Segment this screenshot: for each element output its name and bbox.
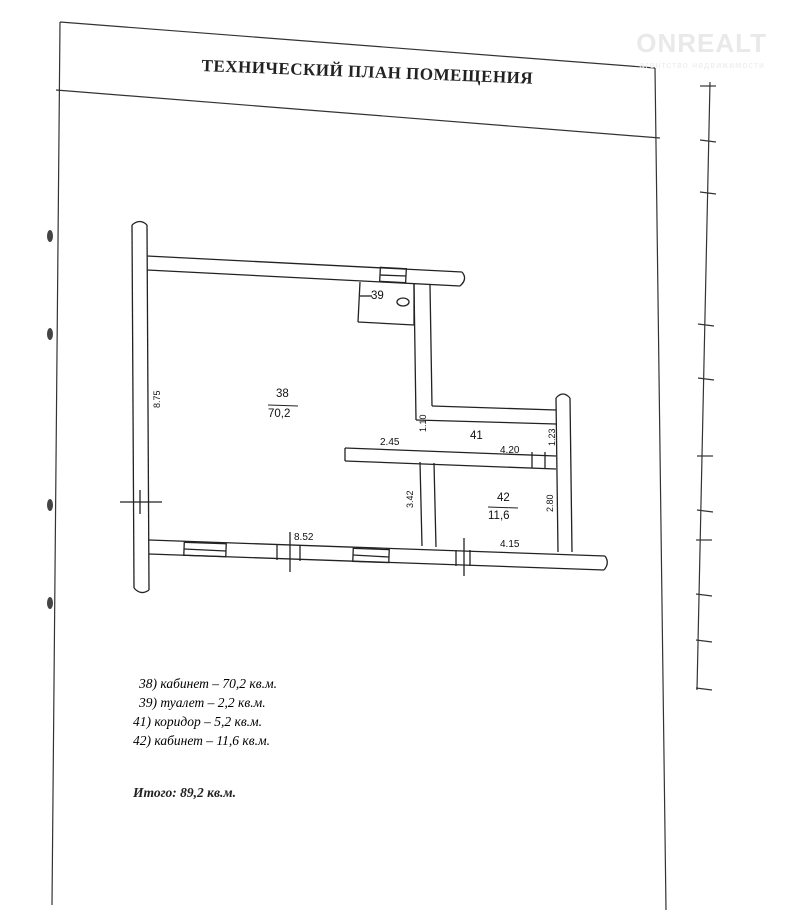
room-41-number: 41 — [470, 430, 483, 442]
binding-holes — [47, 230, 53, 609]
watermark-logo: ONREALT — [636, 28, 767, 58]
watermark-subtitle: агентство недвижимости — [639, 60, 765, 70]
walls — [120, 222, 607, 593]
dim-bottom-left: 8.52 — [294, 532, 314, 543]
room-legend — [133, 676, 277, 752]
dim-corridor-left: 1.10 — [418, 414, 428, 432]
room-39-number: 39 — [371, 290, 384, 302]
room38-divider — [268, 405, 298, 406]
room-38-area: 70,2 — [268, 408, 291, 420]
page-frame — [52, 22, 716, 910]
total-area: Итого: 89,2 кв.м. — [133, 785, 237, 800]
dim-room42-right: 2.80 — [545, 494, 555, 512]
document-title: ТЕХНИЧЕСКИЙ ПЛАН ПОМЕЩЕНИЯ — [201, 56, 534, 88]
legend-item: 39) туалет – 2,2 кв.м. — [139, 695, 266, 710]
legend-item: 38) кабинет – 70,2 кв.м. — [139, 676, 277, 691]
room42-divider — [488, 507, 518, 508]
dim-room42-left: 3.42 — [405, 490, 415, 508]
legend-item: 41) коридор – 5,2 кв.м. — [133, 714, 263, 729]
dim-corridor-length: 4.20 — [500, 445, 520, 456]
dim-left-height: 8.75 — [152, 390, 162, 408]
room-42-area: 11,6 — [488, 510, 510, 522]
room-42-number: 42 — [497, 492, 510, 504]
room-38-number: 38 — [276, 388, 289, 400]
dim-bottom-right: 4.15 — [500, 539, 520, 550]
dim-partition: 2.45 — [380, 437, 400, 448]
dim-corridor-right: 1.23 — [547, 428, 557, 446]
legend-item: 42) кабинет – 11,6 кв.м. — [133, 733, 270, 748]
